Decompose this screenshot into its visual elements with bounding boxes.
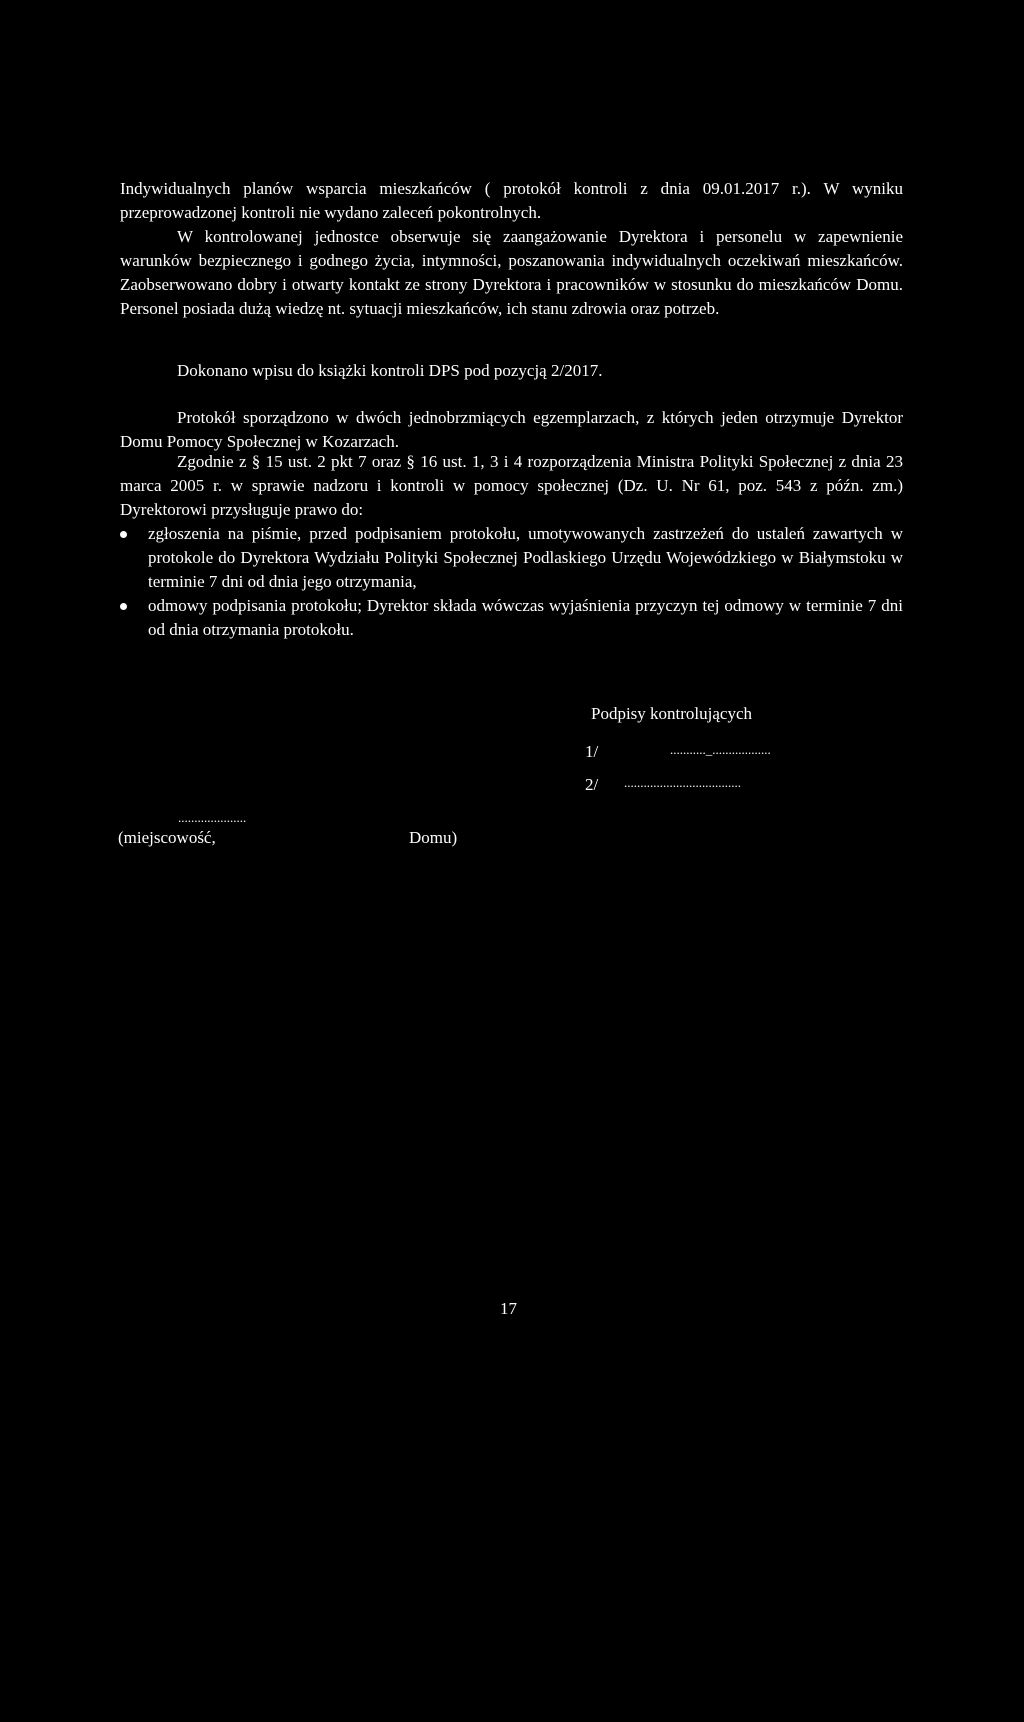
list-item (120, 594, 903, 642)
bullet-icon (120, 531, 127, 538)
list-item-text: zgłoszenia na piśmie, przed podpisaniem protokołu, umotywowanych zastrzeżeń do ustaleń zawartych w protokole do Dyrektora Wydziału Polityki Społecznej Podlaskiego Urzędu Wojewódzkiego w Białymstoku w terminie 7 dni od dnia jego otrzymania, (148, 524, 903, 591)
rights-list (120, 522, 903, 642)
place-dots: ..................... (178, 810, 247, 825)
signatures-heading: Podpisy kontrolujących (591, 704, 753, 723)
bullet-icon (120, 603, 127, 610)
paragraph-individual-plans: Indywidualnych planów wsparcia mieszkańców ( protokół kontroli z dnia 09.01.2017 r.). W wyniku przeprowadzonej kontroli nie wydano zaleceń pokontrolnych. (120, 179, 903, 222)
signature-line-1-dots: ..........._.................. (670, 742, 771, 757)
paragraph-legal-basis: Zgodnie z § 15 ust. 2 pkt 7 oraz § 16 ust. 1, 3 i 4 rozporządzenia Ministra Polityki Społecznej z dnia 23 marca 2005 r. w sprawie nadzoru i kontroli w pomocy społecznej (Dz. U. Nr 61, poz. 543 z późn. zm.) Dyrektorowi przysługuje prawo do: (120, 452, 903, 519)
signature-line-2-label: 2/ (585, 775, 599, 794)
place-label-domu: Domu) (409, 828, 458, 847)
list-item-text: odmowy podpisania protokołu; Dyrektor składa wówczas wyjaśnienia przyczyn tej odmowy w terminie 7 dni od dnia otrzymania protokołu. (148, 596, 903, 639)
paragraph-observations: W kontrolowanej jednostce obserwuje się zaangażowanie Dyrektora i personelu w zapewnienie warunków bezpiecznego i godnego życia, intymności, poszanowania indywidualnych oczekiwań mieszkańców. Zaobserwowano dobry i otwarty kontakt ze strony Dyrektora i pracowników w stosunku do mieszkańców Domu. Personel posiada dużą wiedzę nt. sytuacji mieszkańców, ich stanu zdrowia oraz potrzeb. (120, 227, 903, 318)
paragraph-inspection-book-entry: Dokonano wpisu do książki kontroli DPS pod pozycją 2/2017. (177, 361, 603, 380)
place-label: (miejscowość, (118, 828, 216, 847)
signature-line-1-label: 1/ (585, 742, 599, 761)
signature-line-2-dots: .................................... (624, 775, 741, 790)
paragraph-copies: Protokół sporządzono w dwóch jednobrzmiących egzemplarzach, z których jeden otrzymuje Dyrektor Domu Pomocy Społecznej w Kozarzach. (120, 408, 903, 451)
list-item (120, 522, 903, 594)
page-number: 17 (500, 1299, 517, 1318)
